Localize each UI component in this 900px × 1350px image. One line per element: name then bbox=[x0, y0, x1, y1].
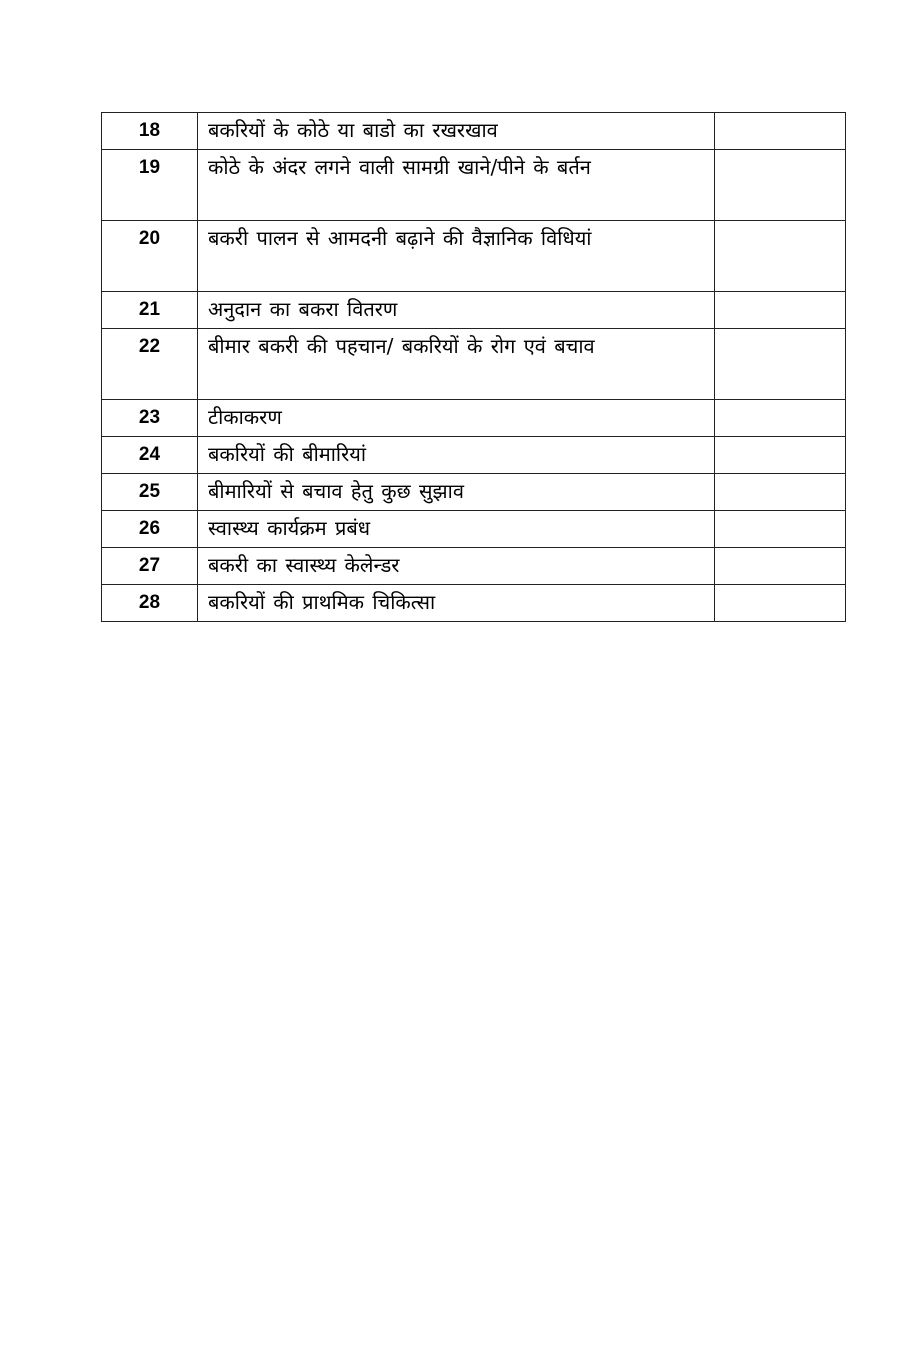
table-row bbox=[102, 221, 846, 292]
row-number: 26 bbox=[102, 511, 198, 548]
row-number: 20 bbox=[102, 221, 198, 292]
row-page bbox=[715, 585, 846, 622]
row-number: 23 bbox=[102, 400, 198, 437]
table-row bbox=[102, 474, 846, 511]
row-number: 18 bbox=[102, 113, 198, 150]
row-topic: कोठे के अंदर लगने वाली सामग्री खाने/पीने के बर्तन bbox=[198, 150, 715, 221]
row-number: 19 bbox=[102, 150, 198, 221]
row-page bbox=[715, 221, 846, 292]
table-row bbox=[102, 292, 846, 329]
row-page bbox=[715, 329, 846, 400]
row-page bbox=[715, 548, 846, 585]
table-row bbox=[102, 113, 846, 150]
table-row bbox=[102, 548, 846, 585]
row-page bbox=[715, 474, 846, 511]
table-row bbox=[102, 150, 846, 221]
row-topic: अनुदान का बकरा वितरण bbox=[198, 292, 715, 329]
row-page bbox=[715, 150, 846, 221]
table-row bbox=[102, 329, 846, 400]
table-row bbox=[102, 437, 846, 474]
row-page bbox=[715, 113, 846, 150]
row-page bbox=[715, 437, 846, 474]
row-page bbox=[715, 292, 846, 329]
contents-table bbox=[101, 112, 846, 622]
table-row bbox=[102, 400, 846, 437]
row-topic: बकरियों की प्राथमिक चिकित्सा bbox=[198, 585, 715, 622]
row-number: 27 bbox=[102, 548, 198, 585]
row-topic: बकरी का स्वास्थ्य केलेन्डर bbox=[198, 548, 715, 585]
row-page bbox=[715, 400, 846, 437]
row-topic: बकरियों के कोठे या बाडो का रखरखाव bbox=[198, 113, 715, 150]
table-row bbox=[102, 511, 846, 548]
row-page bbox=[715, 511, 846, 548]
row-topic: बीमारियों से बचाव हेतु कुछ सुझाव bbox=[198, 474, 715, 511]
row-topic: बकरियों की बीमारियां bbox=[198, 437, 715, 474]
row-topic: टीकाकरण bbox=[198, 400, 715, 437]
row-topic: बकरी पालन से आमदनी बढ़ाने की वैज्ञानिक विधियां bbox=[198, 221, 715, 292]
row-number: 24 bbox=[102, 437, 198, 474]
row-number: 21 bbox=[102, 292, 198, 329]
table-row bbox=[102, 585, 846, 622]
row-number: 25 bbox=[102, 474, 198, 511]
row-topic: बीमार बकरी की पहचान/ बकरियों के रोग एवं बचाव bbox=[198, 329, 715, 400]
row-number: 22 bbox=[102, 329, 198, 400]
row-number: 28 bbox=[102, 585, 198, 622]
row-topic: स्वास्थ्य कार्यक्रम प्रबंध bbox=[198, 511, 715, 548]
